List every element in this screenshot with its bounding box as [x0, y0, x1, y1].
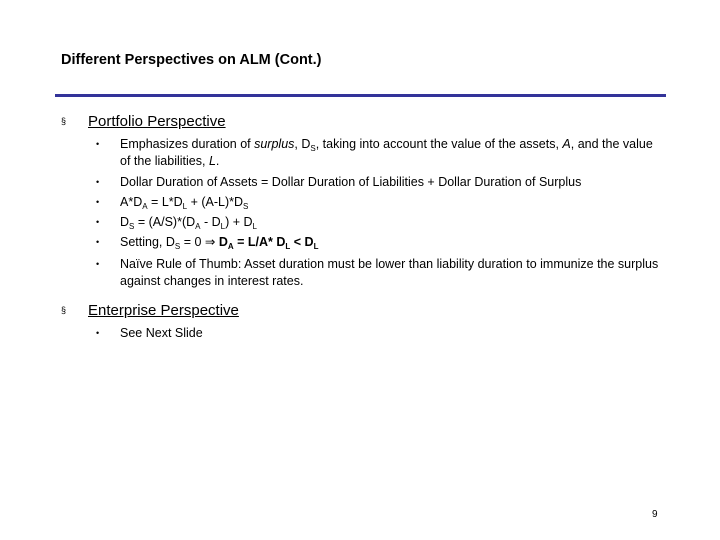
item-bullet: •	[96, 139, 100, 149]
page-number: 9	[652, 509, 658, 520]
item-bullet: •	[96, 197, 100, 207]
item-bullet: •	[96, 177, 100, 187]
item-text: $A*D_A = L*D_L + (A-L)*D_S$	[120, 195, 249, 211]
item-bullet: •	[96, 259, 100, 269]
item-text: See Next Slide	[120, 326, 203, 340]
item-text: Emphasizes duration of surplus, $D_S$, taking into account the value of the assets, A, and the value of the liabilities, L.	[120, 137, 653, 168]
section-bullet: §	[61, 305, 67, 315]
slide-title: Different Perspectives on ALM (Cont.)	[61, 52, 322, 68]
section-bullet: §	[61, 116, 67, 126]
item-text: Naïve Rule of Thumb: Asset duration must be lower than liability duration to immunize the surplus against changes in interest rates.	[120, 257, 659, 288]
title-divider	[55, 94, 666, 97]
item-bullet: •	[96, 237, 100, 247]
portfolio-perspective-heading: Portfolio Perspective	[88, 113, 226, 130]
item-text: Setting, $D_S = 0$ ⇒ $D_A = L/A*$ $D_L < D_L$	[120, 235, 319, 251]
item-bullet: •	[96, 217, 100, 227]
item-bullet: •	[96, 328, 100, 338]
enterprise-perspective-heading: Enterprise Perspective	[88, 302, 239, 319]
item-text: $D_S = (A/S)*(D_A - D_L) + D_L$	[120, 215, 257, 231]
item-text: Dollar Duration of Assets = Dollar Duration of Liabilities + Dollar Duration of Surplus	[120, 175, 582, 189]
